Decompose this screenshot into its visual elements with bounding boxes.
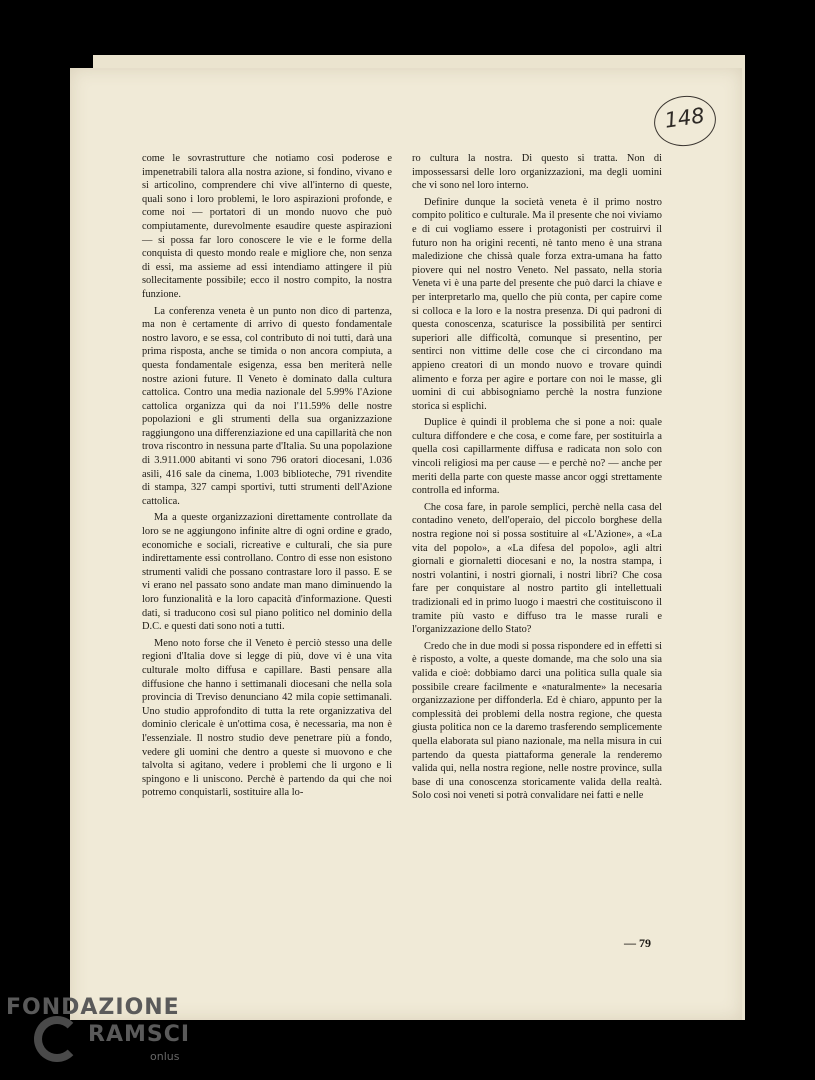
paragraph: Meno noto forse che il Veneto è perciò stesso una delle regioni d'Italia dove si legge di più, dove vi è una vita culturale molto diffusa e capillare. Basti pensare alla diffusione che hanno i settimanali diocesani che nella sola provincia di Treviso denunciano 42 mila copie settimanali. Uno studio approfondito di tutta la rete organizzativa del dominio clericale è un'ottima cosa, è necessaria, ma non è l'essenziale. Il nostro studio deve penetrare più a fondo, vedere gli uomini che dentro a queste si muovono e che talvolta si agitano, vedere i problemi che li urgono e li spingono e li uniscono. Perchè è partendo da qui che noi potremo conquistarli, sostituire alla lo- bbox=[142, 637, 392, 799]
paragraph: Definire dunque la società veneta è il primo nostro compito politico e culturale. Ma il presente che noi viviamo e di cui vogliamo essere i protagonisti per costruirvi il futuro non ha origini recenti, nè tanto meno è una strana maledizione che chissà quale forza extra-umana ha fatto piovere qui nel nostro Veneto. Nel passato, nella storia Veneta vi è una parte del presente che può darci la chiave e per interpretarlo ma, quello che più conta, per capire come si colloca e la loro e la nostra presenza. Di qui padroni di questa conoscenza, scaturisce la possibilità per sentirci superiori alle difficoltà, comunque si presentino, per sentirci non vittime delle cose che ci circondano ma appieno creatori di un mondo nuovo e trovare quindi alimento e forza per agire e portare con noi le masse, gli uomini di cui abbisogniamo perchè la nostra funzione storica si esplichi. bbox=[412, 196, 662, 412]
paragraph: Credo che in due modi si possa rispondere ed in effetti si è risposto, a volte, a queste domande, ma che solo una sia valida e cioè: dobbiamo darci una politica sulla quale sia possibile creare facilmente e «naturalmente» la necesaria organizzazione per diffonderla. Ed è chiaro, appunto per la complessità dei problemi della nostra regione, che questa giusta politica non ce la daremo trasferendo semplicemente quella elaborata sul piano nazionale, ma nella misura in cui partendo da questa piattaforma generale la renderemo valida qui, nella nostra regione, nelle nostre province, sulla base di una conoscenza storicamente valida della realtà. Solo così noi veneti si potrà convalidare nei fatti e nelle bbox=[412, 640, 662, 802]
paragraph: La conferenza veneta è un punto non dico di partenza, ma non è certamente di arrivo di questo fondamentale nostro lavoro, e se essa, col contributo di noi tutti, darà una prima risposta, anche se timida o non ancora compiuta, a questa fondamentale esigenza, essa ben meriterà nelle nostre azioni future. Il Veneto è dominato dalla cultura cattolica. Contro una media nazionale del 5.99% l'Azione cattolica organizza qui da noi l'11.59% delle nostre popolazioni e gli strumenti della sua organizzazione raggiungono una differenziazione ed una capillarità che non trova riscontro in nessuna parte d'Italia. Su una popolazione di 3.911.000 abitanti vi sono 796 oratori diocesani, 1.036 asili, 416 sale da cinema, 1.003 biblioteche, 791 rivendite di stampa, 327 campi sportivi, tutti strumenti dell'Azione cattolica. bbox=[142, 305, 392, 507]
watermark-line2: RAMSCI bbox=[88, 1022, 191, 1047]
paragraph: Duplice è quindi il problema che si pone a noi: quale cultura diffondere e che cosa, e come fare, per sostituirla a quella così capillarmente diffusa e radicata non solo con vincoli religiosi ma per cause — e perchè no? — anche per meriti della parte con queste masse ancor oggi strettamente controlla ed informa. bbox=[412, 417, 662, 497]
watermark-g-logo-icon bbox=[34, 1016, 80, 1062]
paragraph: Che cosa fare, in parole semplici, perchè nella casa del contadino veneto, dell'operaio, del piccolo borghese della nostra regione noi si possa sostituire al «L'Azione», a «La vita del popolo», a «La difesa del popolo», agli altri giornali e giornaletti diocesani e no, la nostra stampa, i nostri volantini, i nostri giornali, i nostri libri? Che cosa fare per conquistare al nostro partito gli intellettuali tradizionali ed in primo luogo i maestri che costituiscono il tramite più vasto e diffuso tra le masse rurali e l'organizzazione dello Stato? bbox=[412, 501, 662, 636]
paragraph: come le sovrastrutture che notiamo così poderose e impenetrabili talora alla nostra azione, si fondino, vivano e si articolino, comprendere chi vive all'interno di queste, quali sono i loro problemi, le loro aspirazioni profonde, e come noi — portatori di un mondo nuovo che può compiutamente, durevolmente esaudire queste aspirazioni — si possa far loro conoscere le vie e le forme della conquista di questo mondo reale e migliore che, non senza di essi, ma assieme ad essi intendiamo attingere il più sollecitamente possibile; ecco il nostro compito, la nostra funzione. bbox=[142, 153, 392, 300]
watermark-line3: onlus bbox=[150, 1050, 180, 1063]
watermark-line1: FONDAZIONE bbox=[6, 995, 180, 1020]
paragraph: Ma a queste organizzazioni direttamente controllate da loro se ne aggiungono infinite altre di ogni ordine e grado, economiche e sociali, ricreative e culturali, che sia pure indirettamente essi controllano. Contro di esse non esistono strumenti validi che possano contrastare loro il passo. E se vi erano nel passato sono andate man mano diminuendo la loro funzionalità e la loro capacità d'informazione. Questi dati, si traducono così sul piano politico nel dominio della D.C. e questi dati sono noti a tutti. bbox=[142, 512, 392, 633]
left-text-column bbox=[142, 152, 392, 803]
page-number: — 79 bbox=[624, 936, 651, 950]
right-text-column bbox=[412, 152, 662, 806]
archive-stamp-number: 148 bbox=[663, 103, 707, 133]
paragraph: ro cultura la nostra. Di questo si tratta. Non di impossessarsi delle loro organizzazioni, ma degli uomini che vi sono nel loro interno. bbox=[412, 153, 662, 192]
